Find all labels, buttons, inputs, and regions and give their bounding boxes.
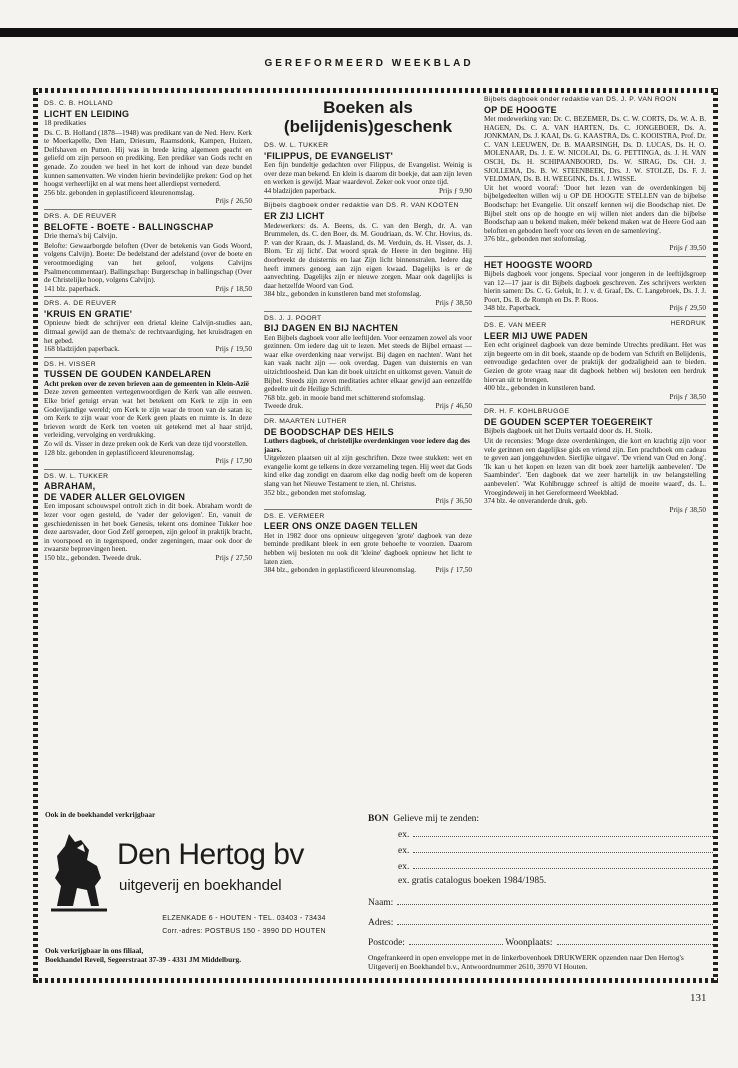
masthead: GEREFORMEERD WEEKBLAD [264, 58, 474, 69]
book-description: Met medewerking van: Dr. C. BEZEMER, Ds. C. W. CORTS, Ds. W. A. B. HAGEN, Ds. C. A. VAN HARTEN, Ds. C. JONGEBOER, Ds. A. JONKMAN, Ds. J. KAAI, Ds. G. KAASTRA, Ds. C. KOOISTRA, Prof. Dr. C. VAN LEEUWEN, Dr. B. MAARSINGH, Ds. D. LUCAS, Ds. H. O. MOLENAAR, Ds. J. E. W. NICOLAI, Ds. G. PETTINGA, ds. J. H. VAN OSCH, Ds. H. SCHIPAANBOORD, Ds. W. SIRAG, Ds. CH. J. SJOLLEMA, Ds. B. W. STEENBEEK, Drs. J. W. STOLZE, Ds. F. J. VELDMAN, Ds. B. H. WEEGINK, Ds. I. J. WISSE. [484, 115, 706, 184]
publisher-tagline: uitgeverij en boekhandel [119, 877, 282, 894]
dotted-border-top [33, 88, 718, 93]
book-poort [264, 315, 472, 411]
book-luther [264, 418, 472, 506]
book-description: Een imposant schouwspel ontrolt zich in dit boek. Abraham wordt de lezer voor ogen gesteld, de 'vader der gelovigen'. En, vanuit de geschiedenissen in het boek Genesis, tekent ons dominee Tukker hoe deze aartsvader, door God Zelf geroepen, zijn geloof in praktijk bracht, in voorspoed en in tegenspoed, onder zegeningen, maar ook door de zwaarste beproevingen heen. [44, 502, 252, 554]
author: Bijbels dagboek onder redaktie van DS. R. VAN KOOTEN [264, 202, 459, 210]
book-price: Prijs ƒ 36,50 [435, 497, 472, 506]
author: DR. MAARTEN LUTHER [264, 417, 347, 425]
dotted-border-right [713, 88, 718, 983]
book-details: 384 blz., gebonden in geplastificeerd kleurenomslag. [264, 566, 417, 575]
divider [264, 198, 472, 199]
book-details: 150 blz., gebonden. Tweede druk. [44, 553, 142, 562]
book-title: DE GOUDEN SCEPTER TOEGEREIKT [484, 416, 653, 427]
order-line-1[interactable] [368, 826, 713, 842]
book-price: Prijs ƒ 18,50 [215, 284, 252, 293]
book-description: Een Bijbels dagboek voor alle leeftijden. Voor eenzamen zowel als voor gezinnen. Om iedere dag uit te lezen. Met steeds de Bijbel ernaast — waar elke overdenking naar verwijst. Bij dagen en nachten'. Want het kan vaak nacht zijn — ook overdag. Dagen van duisternis en van uitzichtloosheid. Dan kan dit boek uitzicht en uitkomst geven. Vanuit de Bijbel. Steeds zijn zeven meditaties achter elkaar gewijd aan eenzelfde gedeelte uit de Heilige Schrift. [264, 333, 472, 394]
book-description: Bijbels dagboek voor jongens. Speciaal voor jongeren in de leeftijdsgroep van 12—17 jaar is dit Bijbels dagboek geschreven. Zes schrijvers werkten hierin samen: Ds. C. G. Geluk, Ir. J. v. d. Graaf, Ds. C. Langebroek, Ds. J. J. Poort, Ds. B. de Romph en Ds. P. Roos. [484, 270, 706, 304]
author: DRS. A. DE REUVER [44, 213, 117, 221]
ex-label: ex. [398, 830, 410, 840]
book-hoogste-woord [484, 260, 706, 313]
book-price: Prijs ƒ 27,50 [215, 553, 252, 562]
book-price: Prijs ƒ 39,50 [669, 244, 706, 252]
page-number: 131 [690, 992, 707, 1004]
branch-line-1: Ook verkrijgbaar in ons filiaal, [45, 946, 144, 955]
book-description: Uit de recensies: 'Moge deze overdenkingen, die kort en krachtig zijn voor vele gerinnen een dagelijkse gids en vriend zijn. Een prachtboek om cadeau te geven aan jonggehuwden. Sierlijke uitgave'. 'De vriend van Oud en Jong'. 'Ik kan u het kopen en lezen van dit boek zeer hartelijk aanbevelen'. 'De Saambinder'. 'Een dagboek dat we zeer hartelijk in uw belangstelling aanbevelen'. 'Wat Kohlbrugge schreef is altijd de moeite waard', ds. L. Vroegindeweij in het Gereformeerd Weekblad. [484, 437, 706, 497]
publisher-name: Den Hertog bv [117, 838, 304, 871]
book-holland [44, 100, 252, 206]
book-description: Opnieuw biedt de schrijver een drietal kleine Calvijn-studies aan, ditmaal gewijd aan de thema's: de rechtvaardiging, het kruisdragen en het gebed. [44, 319, 252, 345]
book-subtitle: Luthers dagboek, of christelijke overdenkingen voor iedere dag des jaars. [264, 437, 470, 454]
book-details: 384 blz., gebonden in kunstleren band met stofomslag. [264, 290, 422, 299]
author: DR. H. F. KOHLBRUGGE [484, 408, 570, 416]
book-description: Ds. C. B. Holland (1878—1948) was predikant van de Ned. Herv. Kerk te Moerkapelle, Den Ham, Driesum, Raamsdonk, Kampen, Huizen, Delfshaven en Putten. Hij was in brede kring algemeen geacht en geliefd om zijn persoon en prediking. Een prediker van Gods recht en genade. Zo zouden we heel in het kort de inhoud van deze bundel kunnen samenvatten. We vinden hierin bevindelijke preken: God op het hoogst verheerlijkt en al wat mens heet allerdiepst vernederd. [44, 128, 252, 189]
book-price: Prijs ƒ 26,50 [215, 197, 252, 206]
book-subtitle: Bijbels dagboek uit het Duits vertaald door ds. H. Stolk. [484, 426, 653, 436]
book-title: LEER ONS ONZE DAGEN TELLEN [264, 521, 418, 532]
book-description: Een fijn bundeltje gedachten over Filippus, de Evangelist. Weinig is over deze man bekend. En klein is daarom dit boekje, dat aan zijn leven en werken is gewijd. Maar waardevol. Zeker ook voor onze tijd. [264, 161, 472, 187]
reprint-tag: HERDRUK [670, 320, 706, 328]
coupon-intro: Gelieve mij te zenden: [393, 814, 480, 824]
book-details: 141 blz. paperback. [44, 284, 101, 293]
book-title: OP DE HOOGTE [484, 104, 557, 115]
book-price: Prijs ƒ 17,50 [435, 566, 472, 575]
book-price: Prijs ƒ 38,50 [669, 392, 706, 401]
heading-line-1: Boeken als [323, 98, 413, 117]
book-title: DE BOODSCHAP DES HEILS [264, 426, 394, 437]
ex-label: ex. [398, 846, 410, 856]
coupon-label: BON [368, 814, 389, 824]
book-tukker-abraham [44, 473, 252, 563]
book-subtitle: 18 predikaties [44, 118, 87, 128]
divider [264, 414, 472, 415]
book-description-2: Zo wil ds. Visser in deze preken ook de Kerk van deze tijd voorstellen. [44, 440, 248, 448]
author: DS. H. VISSER [44, 360, 97, 368]
column-right [484, 94, 706, 514]
order-line-3[interactable] [368, 858, 713, 874]
book-price: Prijs ƒ 38,50 [435, 298, 472, 307]
order-field[interactable] [413, 858, 713, 869]
book-price: Prijs ƒ 46,50 [435, 402, 472, 411]
book-title: HET HOOGSTE WOORD [484, 259, 593, 270]
book-details: 376 blz., gebonden met stofomslag. [484, 235, 587, 244]
branch-line-2: Boekhandel Reveil, Segeerstraat 37-39 - 4331 JM Middelburg. [45, 955, 242, 964]
order-field[interactable] [413, 826, 713, 837]
address-label: Adres: [368, 918, 394, 928]
book-title: 'FILIPPUS, DE EVANGELIST' [264, 150, 394, 161]
divider [264, 311, 472, 312]
book-details: 400 blz., gebonden in kunstleren band. [484, 384, 596, 393]
column-left [44, 98, 252, 563]
city-field[interactable] [557, 934, 714, 945]
dotted-border-left [33, 88, 38, 983]
divider [44, 296, 252, 297]
author: DS. E. VAN MEER [484, 322, 547, 330]
column-middle [264, 98, 472, 575]
dotted-border-bottom [33, 978, 718, 983]
book-reuver-kruis [44, 300, 252, 353]
catalog-line[interactable] [368, 874, 713, 888]
order-field[interactable] [413, 842, 713, 853]
divider [44, 209, 252, 210]
book-price: Prijs ƒ 29,50 [669, 304, 706, 313]
book-details-2: Tweede druk. [264, 402, 304, 411]
book-subtitle: Drie thema's bij Calvijn. [44, 231, 118, 241]
top-rule [0, 28, 738, 37]
name-label: Naam: [368, 898, 394, 908]
book-title: TUSSEN DE GOUDEN KANDELAREN [44, 369, 212, 380]
section-heading [264, 98, 472, 136]
address-line[interactable] [368, 914, 713, 930]
divider [44, 357, 252, 358]
book-title: LEER MIJ UWE PADEN [484, 330, 588, 341]
book-title-2: DE VADER ALLER GELOVIGEN [44, 491, 186, 502]
name-line[interactable] [368, 894, 713, 910]
book-visser [44, 361, 252, 466]
divider [484, 256, 706, 257]
publisher-advert [45, 810, 365, 975]
divider [44, 469, 252, 470]
book-subtitle: Acht preken over de zeven brieven aan de gemeenten in Klein-Azië [44, 379, 249, 388]
address-field[interactable] [397, 914, 713, 925]
book-description: Het in 1982 door ons opnieuw uitgegeven 'grote' dagboek van deze beminde predikant bleek in een grote behoefte te voorzien. Daarom hebben wij besloten nu ook dit 'kleine' dagboek opnieuw het licht te laten zien. [264, 531, 472, 566]
catalog-label: ex. gratis catalogus boeken 1984/1985. [398, 876, 547, 886]
postcode-line[interactable] [368, 934, 713, 950]
book-description: Uitgelezen plaatsen uit al zijn geschriften. Deze twee stukken: wet en evangelie komt ge telkens in deze verzameling tegen. Hij weet dat Gods kind elke dag zondigt en daarom elke dag nodig heeft om de koperen slang van het Nieuwe Testament te zien, nl. Christus. [264, 454, 472, 488]
book-price: Prijs ƒ 19,50 [215, 345, 252, 354]
book-description: Belofte: Gewaarborgde beloften (Over de betekenis van Gods Woord, volgens Calvijn). Boete: De bedelstand der adelstand (over de boete en verootmoediging van het geloof, volgens Calvijns Psalmencommentaar). Ballingschap: Burgerschap in ballingschap (Over de Christelijke hoop, volgens Calvijn). [44, 241, 252, 285]
coupon-header [368, 812, 713, 826]
divider [484, 316, 706, 317]
book-title: BIJ DAGEN EN BIJ NACHTEN [264, 323, 399, 334]
ex-label: ex. [398, 862, 410, 872]
book-vermeer [264, 513, 472, 575]
book-price: Prijs ƒ 38,50 [669, 505, 706, 514]
author: Bijbels dagboek onder redaktie van DS. J. P. VAN ROON [484, 96, 677, 103]
city-label: Woonplaats: [505, 938, 553, 948]
author: DS. W. L. TUKKER [44, 472, 109, 480]
book-details: 374 blz. 4e onveranderde druk, geb. [484, 497, 588, 506]
book-details: 168 bladzijden paperback. [44, 345, 120, 354]
divider [484, 404, 706, 405]
book-meer [484, 320, 706, 401]
book-price: Prijs ƒ 9,90 [439, 186, 472, 195]
author: DS. J. J. POORT [264, 314, 322, 322]
coupon-instructions: Ongefrankeerd in open enveloppe met in de linkerbovenhoek DRUKWERK opzenden naar Den Hertog's Uitgeverij en Boekhandel b.v., Antwoordnummer 2610, 3970 VI Houten. [368, 953, 684, 971]
book-reuver-belofte [44, 213, 252, 293]
book-title: 'KRUIS EN GRATIE' [44, 308, 133, 319]
author: DS. E. VERMEER [264, 512, 325, 520]
book-details: 44 bladzijden paperback. [264, 186, 337, 195]
book-kooten [264, 202, 472, 307]
heading-line-2: (belijdenis)geschenk [283, 117, 453, 136]
book-details: 128 blz. gebonden in geplastificeerd kleurenomslag. [44, 448, 195, 457]
book-roon [484, 96, 706, 253]
publisher-address: ELZENKADE 6 - HOUTEN - TEL. 03403 - 73434 [162, 915, 326, 922]
book-description: Medewerkers: ds. A. Beens, ds. C. van den Bergh, dr. A. van Brummelen, ds. C. den Boer, ds. M. Goudriaan, ds. W. Chr. Hovius, ds. P. van der Kraan, ds. J. Maasland, ds. M. Verduin, ds. H. Visser, ds. J. Blom. 'Er zij licht'. Dat woord sprak de Heere in den beginne. Hij doorbreekt de duisternis en laat Zijn licht binnenstralen. Iedere dag heeft immers genoeg aan zijn eigen kwaad. Dagelijks is er de aanvechting. Dagelijks zijn er nieuwe zorgen. Maar ook dagelijks is daar hetzelfde Woord van God. [264, 221, 472, 290]
postcode-label: Postcode: [368, 938, 405, 948]
book-description: Een echt origineel dagboek van deze beminde Utrechts predikant. Het was zijn begeerte om in dit boek, staande op de bodem van Schrift en Belijdenis, eenvoudige gedachten over de praktijk der godzaligheid aan te bieden. Gezien de grote vraag naar dit dagboek hebben wij besloten een herdruk hiervan uit te brengen. [484, 341, 706, 384]
divider [264, 509, 472, 510]
author: DRS. A. DE REUVER [44, 300, 117, 308]
book-title: BELOFTE - BOETE - BALLINGSCHAP [44, 221, 214, 232]
book-kohlbrugge [484, 408, 706, 514]
book-details: 768 blz. geb. in mooie band met schitterend stofomslag. [264, 393, 426, 402]
book-description-2: Uit het woord vooraf: 'Door het lezen van de overdenkingen bij bijbelgedeelten willen wij u OP DE HOOGTE STELLEN van de bijbelse Boodschap: het Evangelie. Uit onszelf kennen wij die Boodschap niet. De Bijbel stelt ons op de hoogte en wij willen niet anders dan die bijbelse Boodschap aan u bekend maken, méér bekend maken wat de Heere God aan beloften en geboden heeft voor ons leven en de samenleving'. [484, 183, 706, 235]
ad-note: Ook in de boekhandel verkrijgbaar [45, 810, 156, 819]
book-title: ABRAHAM, [44, 481, 96, 492]
horse-knight-logo-icon [47, 826, 111, 914]
book-details: 352 blz., gebonden met stofomslag. [264, 488, 367, 497]
book-price: Prijs ƒ 17,90 [215, 457, 252, 466]
author: DS. W. L. TUKKER [264, 142, 329, 149]
book-title: LICHT EN LEIDING [44, 108, 130, 119]
name-field[interactable] [397, 894, 713, 905]
postcode-field[interactable] [409, 934, 503, 945]
book-title: ER ZIJ LICHT [264, 211, 325, 222]
book-tukker-filippus [264, 142, 472, 195]
order-line-2[interactable] [368, 842, 713, 858]
author: DS. C. B. HOLLAND [44, 100, 114, 107]
branch-info [45, 946, 241, 964]
publisher-corr-address: Corr.-adres: POSTBUS 150 - 3990 DD HOUTEN [162, 928, 326, 935]
book-details: 256 blz. gebonden in geplastificeerd kleurenomslag. [44, 188, 195, 197]
order-coupon [368, 812, 713, 971]
book-description: Deze zeven gemeenten vertegenwoordigen de Kerk van alle eeuwen. Elke brief getuigt ervan wat het betekent om Kerk te zijn in een Godevijandige wereld; om Kerk te zijn waar de troon van de satan is; om Kerk te zijn waar voor de Kerk geen plaats en ruimte is. In deze brieven wordt de Kerk ten voeten uit getekend met al haar strijd, verleiding, vervolging en verdrukking. [44, 388, 252, 440]
book-details: 348 blz. Paperback. [484, 304, 541, 313]
